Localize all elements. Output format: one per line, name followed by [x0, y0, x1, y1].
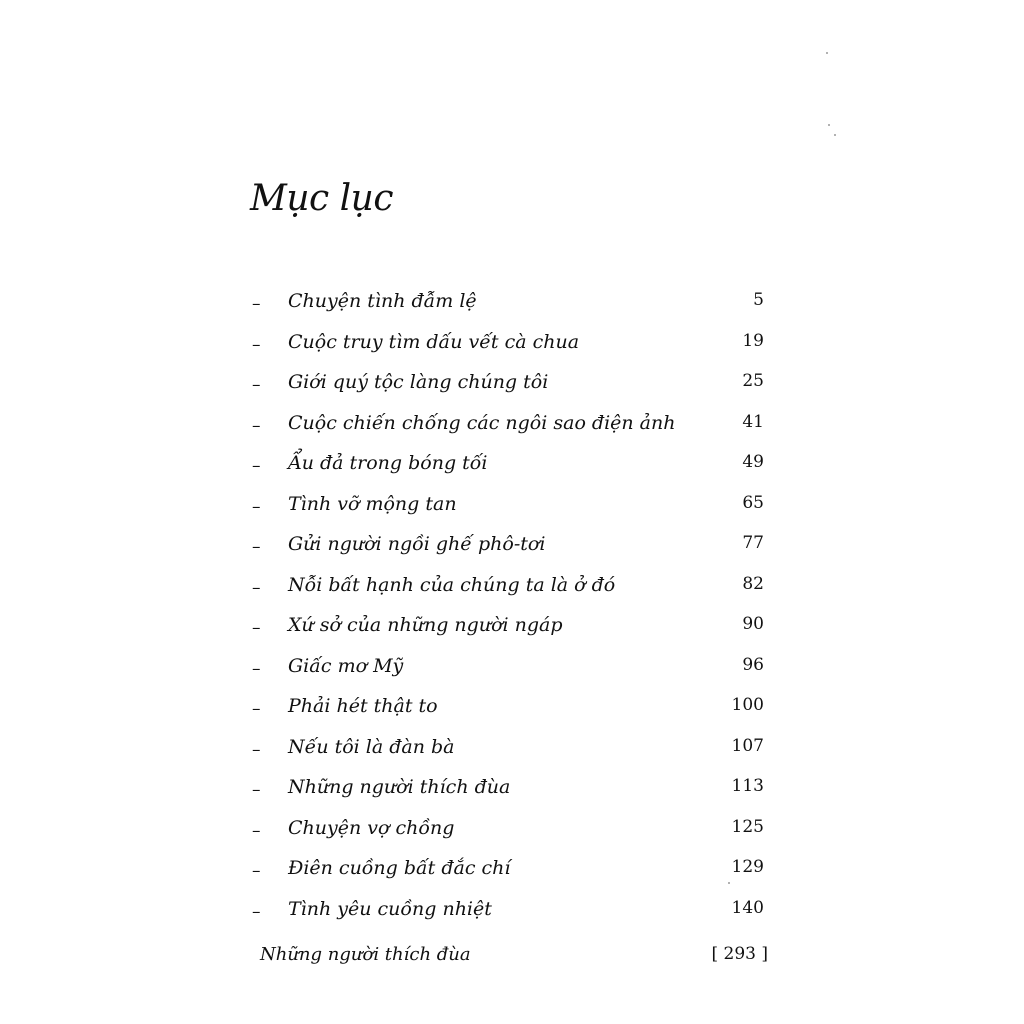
footer-book-title: Những người thích đùa — [260, 944, 471, 965]
toc-entry-dash: – — [252, 415, 261, 436]
toc-entry-page-number: 90 — [742, 614, 764, 634]
toc-entry-title: Phải hét thật to — [288, 695, 438, 717]
toc-entry-dash: – — [252, 334, 261, 355]
toc-entry-dash: – — [252, 577, 261, 598]
toc-entry-title: Chuyện vợ chồng — [288, 816, 455, 839]
scan-speck — [828, 124, 830, 126]
footer-page-number: [ 293 ] — [711, 944, 768, 964]
toc-entry — [252, 608, 772, 649]
toc-entry-dash: – — [252, 658, 261, 679]
toc-entry-page-number: 41 — [742, 411, 764, 432]
toc-entry-title: Nếu tôi là đàn bà — [288, 735, 455, 758]
toc-entry-dash: – — [252, 294, 261, 314]
toc-entry — [252, 325, 772, 366]
toc-entry-dash: – — [252, 456, 261, 476]
toc-entry — [252, 689, 772, 730]
toc-entry-page-number: 77 — [742, 533, 764, 553]
toc-entry-dash: – — [252, 820, 261, 841]
toc-entry — [252, 730, 772, 771]
toc-entry-page-number: 65 — [742, 492, 764, 513]
scan-speck — [834, 134, 836, 136]
toc-entry — [252, 568, 772, 609]
toc-entry — [252, 811, 772, 852]
toc-entry-title: Những người thích đùa — [288, 776, 511, 798]
toc-entry — [252, 487, 772, 528]
toc-entry — [252, 446, 772, 487]
page-title: Mục lục — [250, 178, 394, 219]
toc-entry-dash: – — [252, 861, 261, 881]
toc-entry-title: Tình vỡ mộng tan — [288, 492, 457, 515]
toc-entry-title: Chuyện tình đẫm lệ — [288, 290, 477, 312]
toc-entry-dash: – — [252, 496, 261, 517]
toc-entry-page-number: 100 — [731, 695, 764, 715]
table-of-contents — [252, 284, 772, 932]
toc-entry-title: Cuộc truy tìm dấu vết cà chua — [288, 330, 580, 353]
toc-entry-dash: – — [252, 739, 261, 760]
toc-entry-title: Tình yêu cuồng nhiệt — [288, 897, 492, 920]
toc-entry-dash: – — [252, 618, 261, 638]
toc-entry — [252, 851, 772, 892]
toc-entry-title: Giới quý tộc làng chúng tôi — [288, 371, 549, 393]
toc-entry — [252, 406, 772, 447]
toc-entry — [252, 284, 772, 325]
toc-entry-page-number: 49 — [742, 452, 764, 472]
toc-entry-title: Điên cuồng bất đắc chí — [288, 857, 511, 879]
toc-entry-page-number: 107 — [731, 735, 764, 756]
toc-entry-page-number: 19 — [742, 330, 764, 351]
toc-entry-title: Nỗi bất hạnh của chúng ta là ở đó — [288, 573, 616, 596]
toc-entry-page-number: 140 — [731, 897, 764, 918]
toc-entry-dash: – — [252, 699, 261, 719]
toc-entry-page-number: 5 — [753, 290, 764, 310]
toc-entry-title: Giấc mơ Mỹ — [288, 654, 404, 677]
scan-speck — [826, 52, 828, 54]
toc-entry-page-number: 125 — [731, 816, 764, 837]
toc-entry-dash: – — [252, 375, 261, 395]
toc-entry-title: Cuộc chiến chống các ngôi sao điện ảnh — [288, 411, 676, 434]
toc-entry-page-number: 113 — [731, 776, 764, 796]
toc-entry — [252, 770, 772, 811]
toc-entry-page-number: 96 — [742, 654, 764, 675]
toc-entry — [252, 892, 772, 933]
toc-entry-page-number: 82 — [742, 573, 764, 594]
toc-entry — [252, 649, 772, 690]
toc-entry-title: Ẩu đả trong bóng tối — [288, 452, 488, 474]
toc-entry-dash: – — [252, 780, 261, 800]
toc-entry-title: Gửi người ngồi ghế phô-tơi — [288, 533, 546, 555]
toc-entry-dash: – — [252, 537, 261, 557]
toc-entry-title: Xứ sở của những người ngáp — [288, 614, 563, 636]
toc-entry — [252, 527, 772, 568]
toc-entry-dash: – — [252, 901, 261, 922]
toc-entry-page-number: 25 — [742, 371, 764, 391]
toc-entry-page-number: 129 — [731, 857, 764, 877]
toc-entry — [252, 365, 772, 406]
